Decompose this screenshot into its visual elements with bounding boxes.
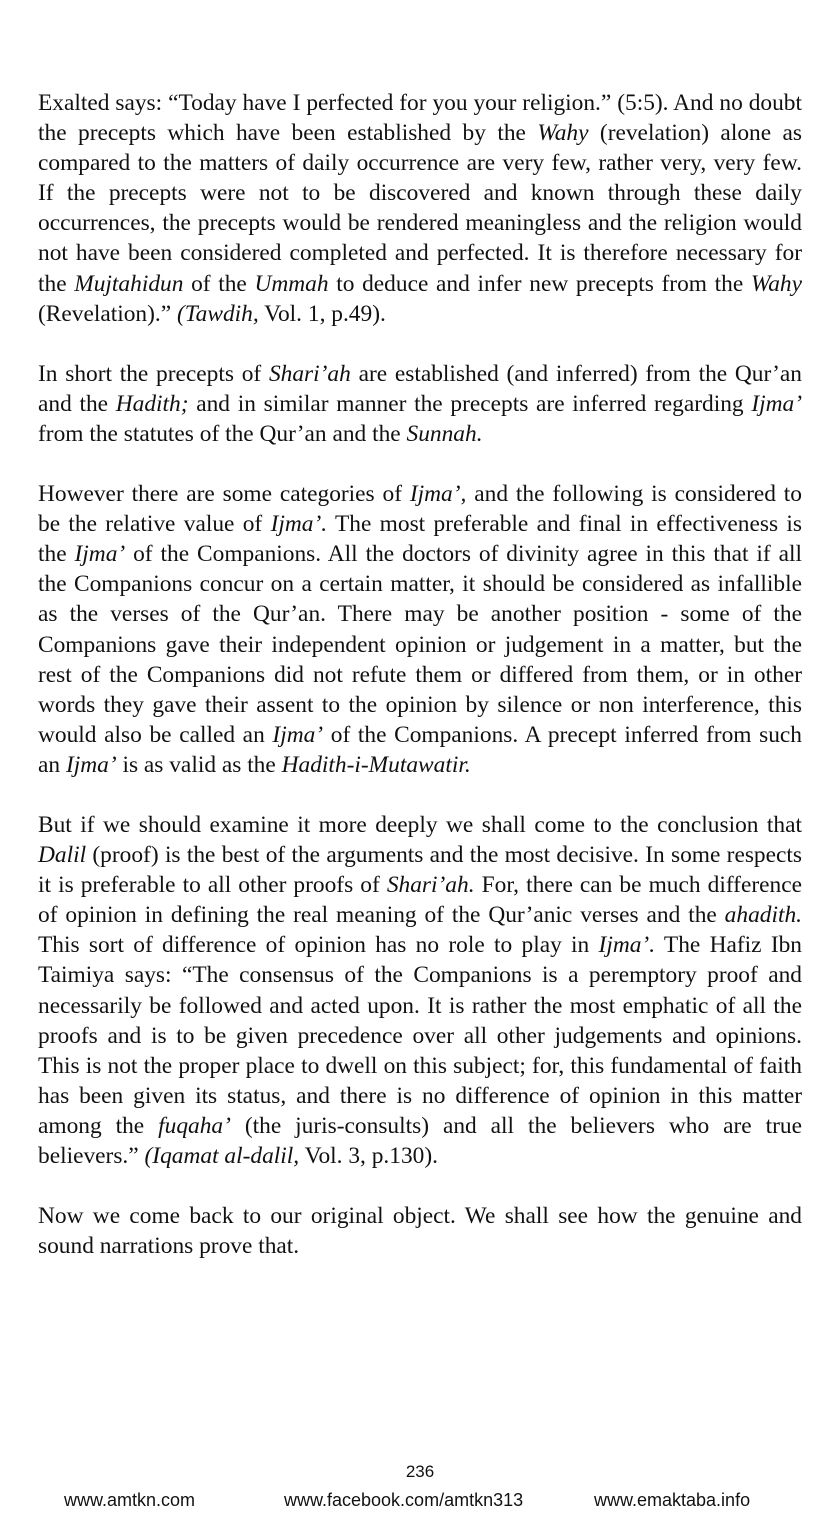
footer-link-facebook[interactable]: www.facebook.com/amtkn313	[284, 1490, 524, 1510]
italic-term: Shari’ah	[268, 360, 351, 387]
page-number: 236	[405, 1462, 435, 1481]
italic-term: Wahy	[537, 120, 589, 147]
text-run: of the Companions. All the doctors of divinity agree in this that if all the Companions concur on a certain matter, it should be considered as infallible as the verses of the Qur’an. There may be another position - some of the Companions gave their independent opinion or judgement in a matter, but the rest of the Companions did not refute them or differed from them, or in other words they gave their assent to the opinion by silence or non interference, this would also be called an	[38, 541, 802, 748]
italic-term: Ummah	[254, 270, 329, 297]
text-run: to deduce and infer new precepts from the	[328, 270, 751, 297]
italic-term: Ijma’.	[598, 932, 656, 959]
text-run: Vol. 1, p.49).	[258, 300, 386, 327]
text-run: Vol. 3, p.130).	[299, 1143, 438, 1169]
italic-term: Ijma’	[751, 390, 803, 417]
paragraph-1	[38, 88, 802, 329]
text-run: of the	[183, 270, 255, 297]
text-run: The Hafiz Ibn Taimiya says: “The consensus of the Companions is a peremptory proof and necessarily be followed and acted upon. It is rather the most emphatic of all the proofs and is to be given precedence over all other judgements and opinions. This is not the proper place to dwell on this subject; for, this fundamental of faith has been given its status, and there is no difference of opinion in this matter among the	[38, 932, 802, 1139]
text-run: (Revelation).”	[38, 300, 177, 327]
text-run: This sort of difference of opinion has no role to play in	[38, 932, 599, 959]
text-run: (revelation) alone as compared to the matters of daily occurrence are very few, rather very, very few. If the precepts were not to be discovered and known through these daily occurrences, the precepts would be rendered meaningless and the religion would not have been considered completed and perfected. It is therefore necessary for the	[38, 120, 803, 297]
italic-term: Ijma’	[65, 751, 117, 778]
italic-term: Ijma’	[74, 541, 126, 568]
italic-term: Sunnah.	[406, 420, 483, 447]
text-run: and the following is considered to be the relative value of	[38, 481, 802, 538]
italic-term: Hadith-i-Mutawatir.	[281, 751, 471, 778]
page-body	[38, 88, 802, 1261]
paragraph-5	[38, 1201, 802, 1261]
italic-term: Shari’ah.	[386, 872, 475, 899]
footer-link-emaktaba[interactable]: www.emaktaba.info	[594, 1490, 751, 1510]
footer-link-amtkn[interactable]: www.amtkn.com	[64, 1490, 196, 1510]
text-run: Exalted says: “Today have I perfected for you your religion.” (5:5). And no doubt the precepts which have been established by the	[38, 90, 802, 147]
text-run: are established (and inferred) from the Qur’an and the	[38, 360, 802, 417]
italic-term: Wahy	[750, 270, 802, 297]
text-run: However there are some categories of	[38, 481, 410, 508]
italic-term: Mujtahidun	[74, 270, 184, 297]
text-run: For, there can be much difference of opinion in defining the real meaning of the Qur’anic verses and the	[38, 872, 802, 929]
italic-term: ahadith.	[724, 902, 802, 929]
footer-links	[0, 1488, 840, 1512]
paragraph-4	[38, 810, 802, 1171]
paragraph-3	[38, 479, 802, 780]
text-run: (the juris-consults) and all the believers who are true believers.”	[38, 1112, 802, 1169]
text-run: (proof) is the best of the arguments and the most decisive. In some respects it is preferable to all other proofs of	[38, 842, 802, 899]
italic-term: Ijma’	[272, 721, 324, 748]
italic-term: Ijma’.	[270, 511, 328, 538]
text-run: In short the precepts of	[38, 360, 269, 387]
italic-term: (Tawdih,	[177, 300, 259, 327]
text-run: from the statutes of the Qur’an and the	[38, 420, 407, 447]
text-run: The most preferable and final in effectiveness is the	[38, 511, 803, 568]
text-run: But if we should examine it more deeply we shall come to the conclusion that	[38, 811, 802, 838]
text-run: is as valid as the	[116, 751, 282, 778]
text-run: Now we come back to our original object. We shall see how the genuine and sound narrations prove that.	[38, 1203, 802, 1260]
italic-term: Ijma’,	[409, 481, 467, 508]
italic-term: fuqaha’	[158, 1112, 231, 1139]
italic-term: Dalil	[38, 842, 87, 869]
paragraph-2	[38, 359, 802, 449]
text-run: of the Companions. A precept inferred from such an	[38, 721, 802, 778]
italic-term: (Iqamat al-dalil,	[144, 1143, 300, 1169]
italic-term: Hadith;	[115, 390, 189, 417]
text-run: and in similar manner the precepts are inferred regarding	[188, 390, 752, 417]
